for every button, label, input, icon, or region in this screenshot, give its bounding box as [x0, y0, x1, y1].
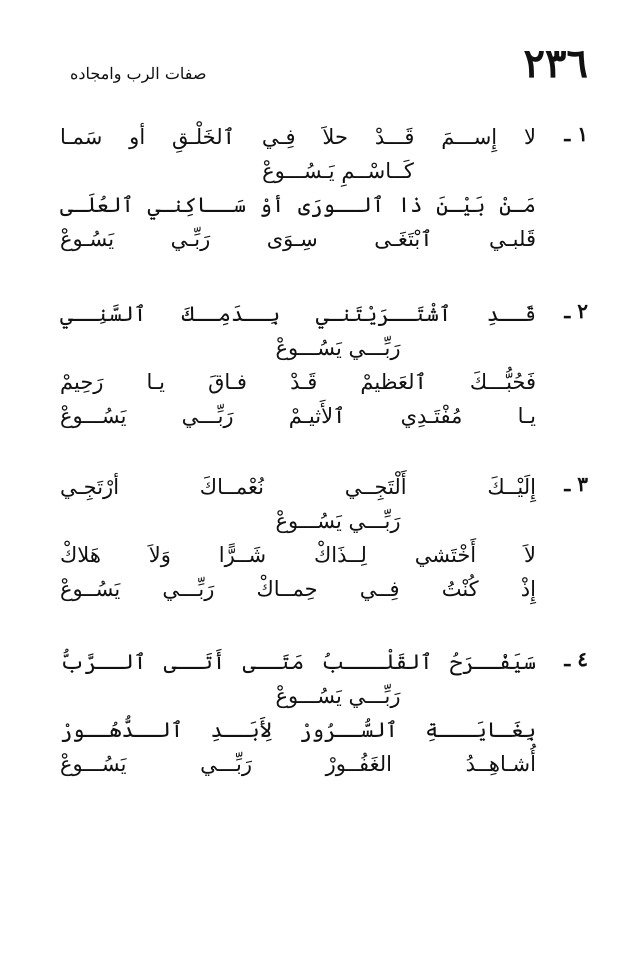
running-header: صفات الرب وامجاده [70, 64, 207, 83]
verse-line: إِلَيْــكَ أَلْتَجِــي نُعْمــاكَ أرْتَجِـي [60, 475, 536, 499]
verse-line: إِذْ كُنْتُ فِــي حِمــاكْ رَبِّـــي يَسُــوعْ [60, 577, 536, 601]
verse-line: يـا مُفْتَـدِي ٱلأَثيـمْ رَبِّـــي يَسُـــوعْ [60, 404, 536, 428]
verse-line: أُشـاهِــدُ الغَفُــورْ رَبِّـــي يَسُـــوعْ [60, 752, 536, 776]
stanza-4 [60, 645, 588, 781]
verse-line: قَلبـي ٱبْتَغَـى سِـوَى رَبِّـي يَسُـوعْ [60, 227, 536, 251]
stanza-number: ٢ ـ [564, 299, 588, 323]
stanza-2 [60, 297, 588, 433]
verse-line: فَحُبُّـــكَ ٱلعَظيمْ قَـدْ فـاقَ يـا رَحِيمْ [60, 370, 536, 394]
refrain-line: كَــاسْــمِ يَـسُـــوعْ [262, 159, 414, 183]
verse-line: مَـنْ بَيْـنَ ذا ٱلــورَى أوْ سَــاكِنـي ٱلعُلَـى [60, 193, 536, 217]
stanza-number: ١ ـ [564, 122, 588, 146]
stanza-number: ٣ ـ [564, 472, 588, 496]
verse-line: لاَ أَخْتَشي لِــذَاكْ شَــرًّا وَلاَ هَلاكْ [60, 543, 536, 567]
stanza-1 [60, 120, 588, 256]
refrain-line: رَبِّـــي يَسُـــوعْ [275, 336, 401, 360]
refrain-line: رَبِّـــي يَسُـــوعْ [275, 684, 401, 708]
verse-line: سَيَفْــرَحُ ٱلقَلْـــبُ مَتَــى أَتَــى ٱلــرَّبُّ [60, 650, 536, 674]
stanza-number: ٤ ـ [564, 647, 588, 671]
refrain-line: رَبِّـــي يَسُـــوعْ [275, 509, 401, 533]
verse-line: قَــدِ ٱشْتَــرَيْتَنـي بِــدَمِــكَ ٱلسَّنِــي [60, 302, 536, 326]
stanza-3 [60, 470, 588, 606]
verse-line: لا إِســـمَ قَـــدْ حلاَ فِـي ٱلخَلْـقِ أو سَمـا [60, 125, 536, 149]
verse-line: بِغَـايَـــةِ ٱلسُّــرُورْ لِأَبَــدِ ٱلــدُّهُــورْ [60, 718, 536, 742]
page-number: ٢٣٦ [523, 40, 588, 87]
